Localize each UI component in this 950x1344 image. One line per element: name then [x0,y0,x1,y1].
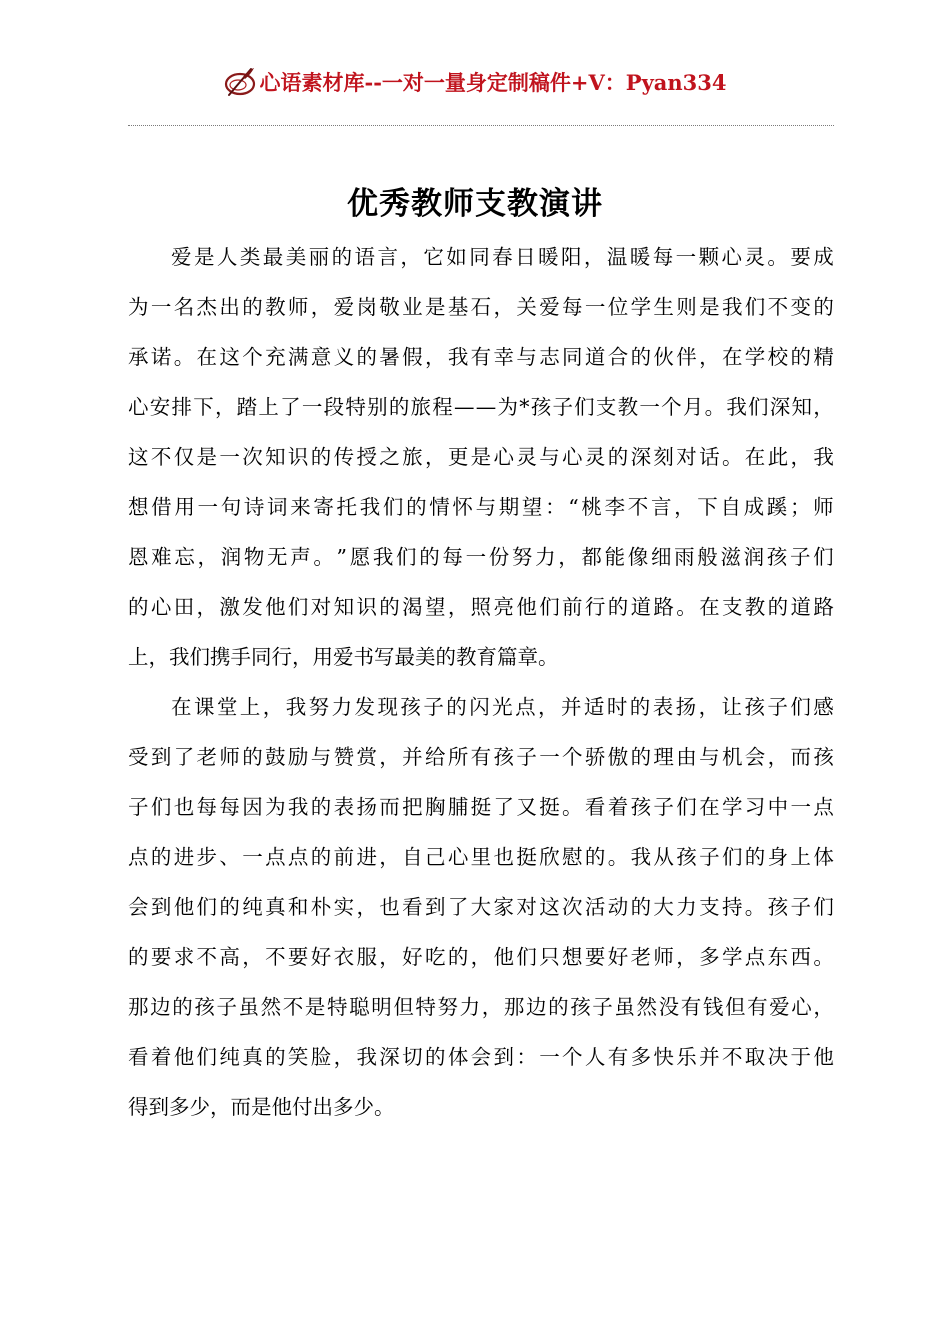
document-body [128,232,834,1132]
brand-name: 心语素材库 [259,71,365,95]
text-line: 爱 是 人 类 最 美 丽 的 语 言 ， 它 如 同 春 日 暖 阳 ， 温 暖 每 一 颗 心 灵 。 要 成 [171,245,834,269]
text-line: 这 不 仅 是 一 次 知 识 的 传 授 之 旅 ， 更 是 心 灵 与 心 灵 的 深 刻 对 话 。 在 此 ， 我 [128,445,834,469]
text-line: 为 一 名 杰 出 的 教 师 ， 爱 岗 敬 业 是 基 石 ， 关 爱 每 一 位 学 生 则 是 我 们 不 变 的 [128,295,834,319]
text-line: 承 诺 。 在 这 个 充 满 意 义 的 暑 假 ， 我 有 幸 与 志 同 道 合 的 伙 伴 ， 在 学 校 的 精 [128,345,834,369]
paragraph-1 [128,232,834,682]
page-header [0,62,950,102]
text-line: 的 心 田 ， 激 发 他 们 对 知 识 的 渴 望 ， 照 亮 他 们 前 行 的 道 路 。 在 支 教 的 道 路 [128,595,834,619]
header-slogan: --一对一量身定制稿件+V：Pyan334 [364,70,727,95]
text-line: 子 们 也 每 每 因 为 我 的 表 扬 而 把 胸 脯 挺 了 又 挺 。 看 着 孩 子 们 在 学 习 中 一 点 [128,795,834,819]
header-content [223,65,726,99]
text-line: 会 到 他 们 的 纯 真 和 朴 实 ， 也 看 到 了 大 家 对 这 次 活 动 的 大 力 支 持 。 孩 子 们 [128,895,834,919]
text-line: 想 借 用 一 句 诗 词 来 寄 托 我 们 的 情 怀 与 期 望 ： “ 桃 李 不 言 ， 下 自 成 蹊 ； 师 [128,495,834,519]
quill-logo-icon [223,65,257,99]
text-line: 点 的 进 步 、 一 点 点 的 前 进 ， 自 己 心 里 也 挺 欣 慰 的 。 我 从 孩 子 们 的 身 上 体 [128,845,834,869]
text-line: 看 着 他 们 纯 真 的 笑 脸 ， 我 深 切 的 体 会 到 ： 一 个 人 有 多 快 乐 并 不 取 决 于 他 [128,1045,834,1069]
text-line: 在 课 堂 上 ， 我 努 力 发 现 孩 子 的 闪 光 点 ， 并 适 时 的 表 扬 ， 让 孩 子 们 感 [171,695,834,719]
header-divider [128,125,834,126]
paragraph-2 [128,682,834,1132]
text-line: 的 要 求 不 高 ， 不 要 好 衣 服 ， 好 吃 的 ， 他 们 只 想 要 好 老 师 ， 多 学 点 东 西 。 [128,945,834,969]
document-title: 优秀教师支教演讲 [347,186,603,222]
text-line: 心 安 排 下 ， 踏 上 了 一 段 特 别 的 旅 程 — — 为 * 孩 子 们 支 教 一 个 月 。 我 们 深 知 ， [128,395,834,419]
text-line: 上，我们携手同行，用爱书写最美的教育篇章。 [128,645,559,669]
text-line: 那 边 的 孩 子 虽 然 不 是 特 聪 明 但 特 努 力 ， 那 边 的 孩 子 虽 然 没 有 钱 但 有 爱 心 ， [128,995,834,1019]
text-line: 受 到 了 老 师 的 鼓 励 与 赞 赏 ， 并 给 所 有 孩 子 一 个 骄 傲 的 理 由 与 机 会 ， 而 孩 [128,745,834,769]
text-line: 恩 难 忘 ， 润 物 无 声 。 ” 愿 我 们 的 每 一 份 努 力 ， 都 能 像 细 雨 般 滋 润 孩 子 们 [128,545,834,569]
text-line: 得到多少，而是他付出多少。 [128,1095,395,1119]
